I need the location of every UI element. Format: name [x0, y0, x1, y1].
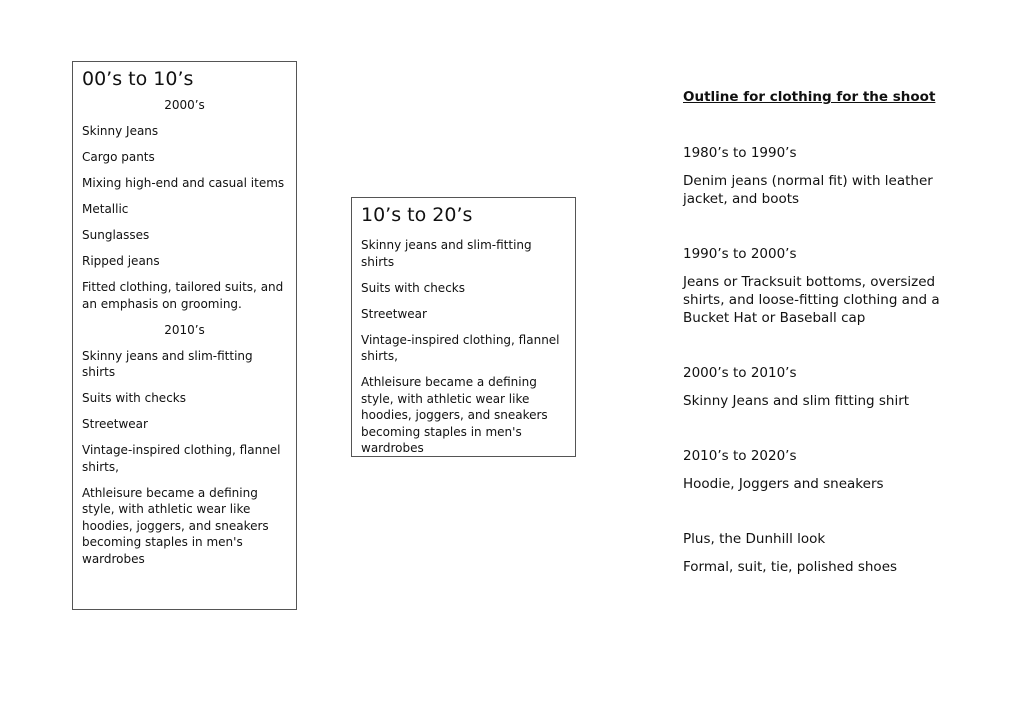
era-heading: 1990’s to 2000’s	[683, 246, 797, 262]
section-2000s	[82, 97, 287, 312]
list-item: Skinny jeans and slim-fitting shirts	[82, 348, 253, 379]
list-item: Streetwear	[82, 417, 148, 431]
list-item: Athleisure became a defining style, with athletic wear like hoodies, joggers, and sneakers becoming staples in men's wardrobes	[361, 375, 548, 455]
era-block	[683, 530, 963, 576]
era-heading: 2000’s to 2010’s	[683, 365, 797, 381]
section-heading: 2010’s	[164, 322, 205, 337]
list-item: Mixing high-end and casual items	[82, 176, 285, 190]
list-item: Vintage-inspired clothing, flannel shirts,	[361, 332, 560, 363]
era-block	[683, 144, 963, 208]
list-item: Ripped jeans	[82, 254, 160, 268]
era-block	[683, 364, 963, 410]
era-block	[683, 447, 963, 493]
era-description: Skinny Jeans and slim fitting shirt	[683, 393, 910, 409]
era-heading: 1980’s to 1990’s	[683, 145, 797, 161]
section-2010s	[82, 322, 287, 568]
list-item: Skinny jeans and slim-fitting shirts	[361, 238, 532, 269]
list-item: Athleisure became a defining style, with athletic wear like hoodies, joggers, and sneakers becoming staples in men's wardrobes	[82, 485, 269, 566]
middle-text-box	[351, 197, 576, 457]
era-description: Formal, suit, tie, polished shoes	[683, 559, 898, 575]
era-heading: 2010’s to 2020’s	[683, 448, 797, 464]
era-description: Denim jeans (normal fit) with leather jacket, and boots	[683, 173, 933, 207]
clothing-outline	[683, 88, 963, 613]
middle-box-title: 10’s to 20’s	[361, 204, 473, 226]
list-item: Skinny Jeans	[82, 124, 159, 138]
era-block	[683, 245, 963, 327]
outline-title: Outline for clothing for the shoot	[683, 89, 936, 105]
left-text-box	[72, 61, 297, 610]
list-item: Suits with checks	[361, 280, 465, 295]
list-item: Cargo pants	[82, 150, 155, 164]
left-box-title: 00’s to 10’s	[82, 68, 194, 90]
list-item: Vintage-inspired clothing, flannel shirts,	[82, 443, 281, 474]
list-item: Streetwear	[361, 306, 427, 321]
list-item: Sunglasses	[82, 228, 150, 242]
era-heading: Plus, the Dunhill look	[683, 531, 826, 547]
list-item: Suits with checks	[82, 391, 186, 405]
list-item: Fitted clothing, tailored suits, and an emphasis on grooming.	[82, 280, 284, 311]
era-description: Jeans or Tracksuit bottoms, oversized shirts, and loose-fitting clothing and a Bucket Hat or Baseball cap	[683, 274, 940, 326]
section-heading: 2000’s	[164, 98, 205, 112]
list-item: Metallic	[82, 202, 129, 216]
era-description: Hoodie, Joggers and sneakers	[683, 476, 884, 492]
